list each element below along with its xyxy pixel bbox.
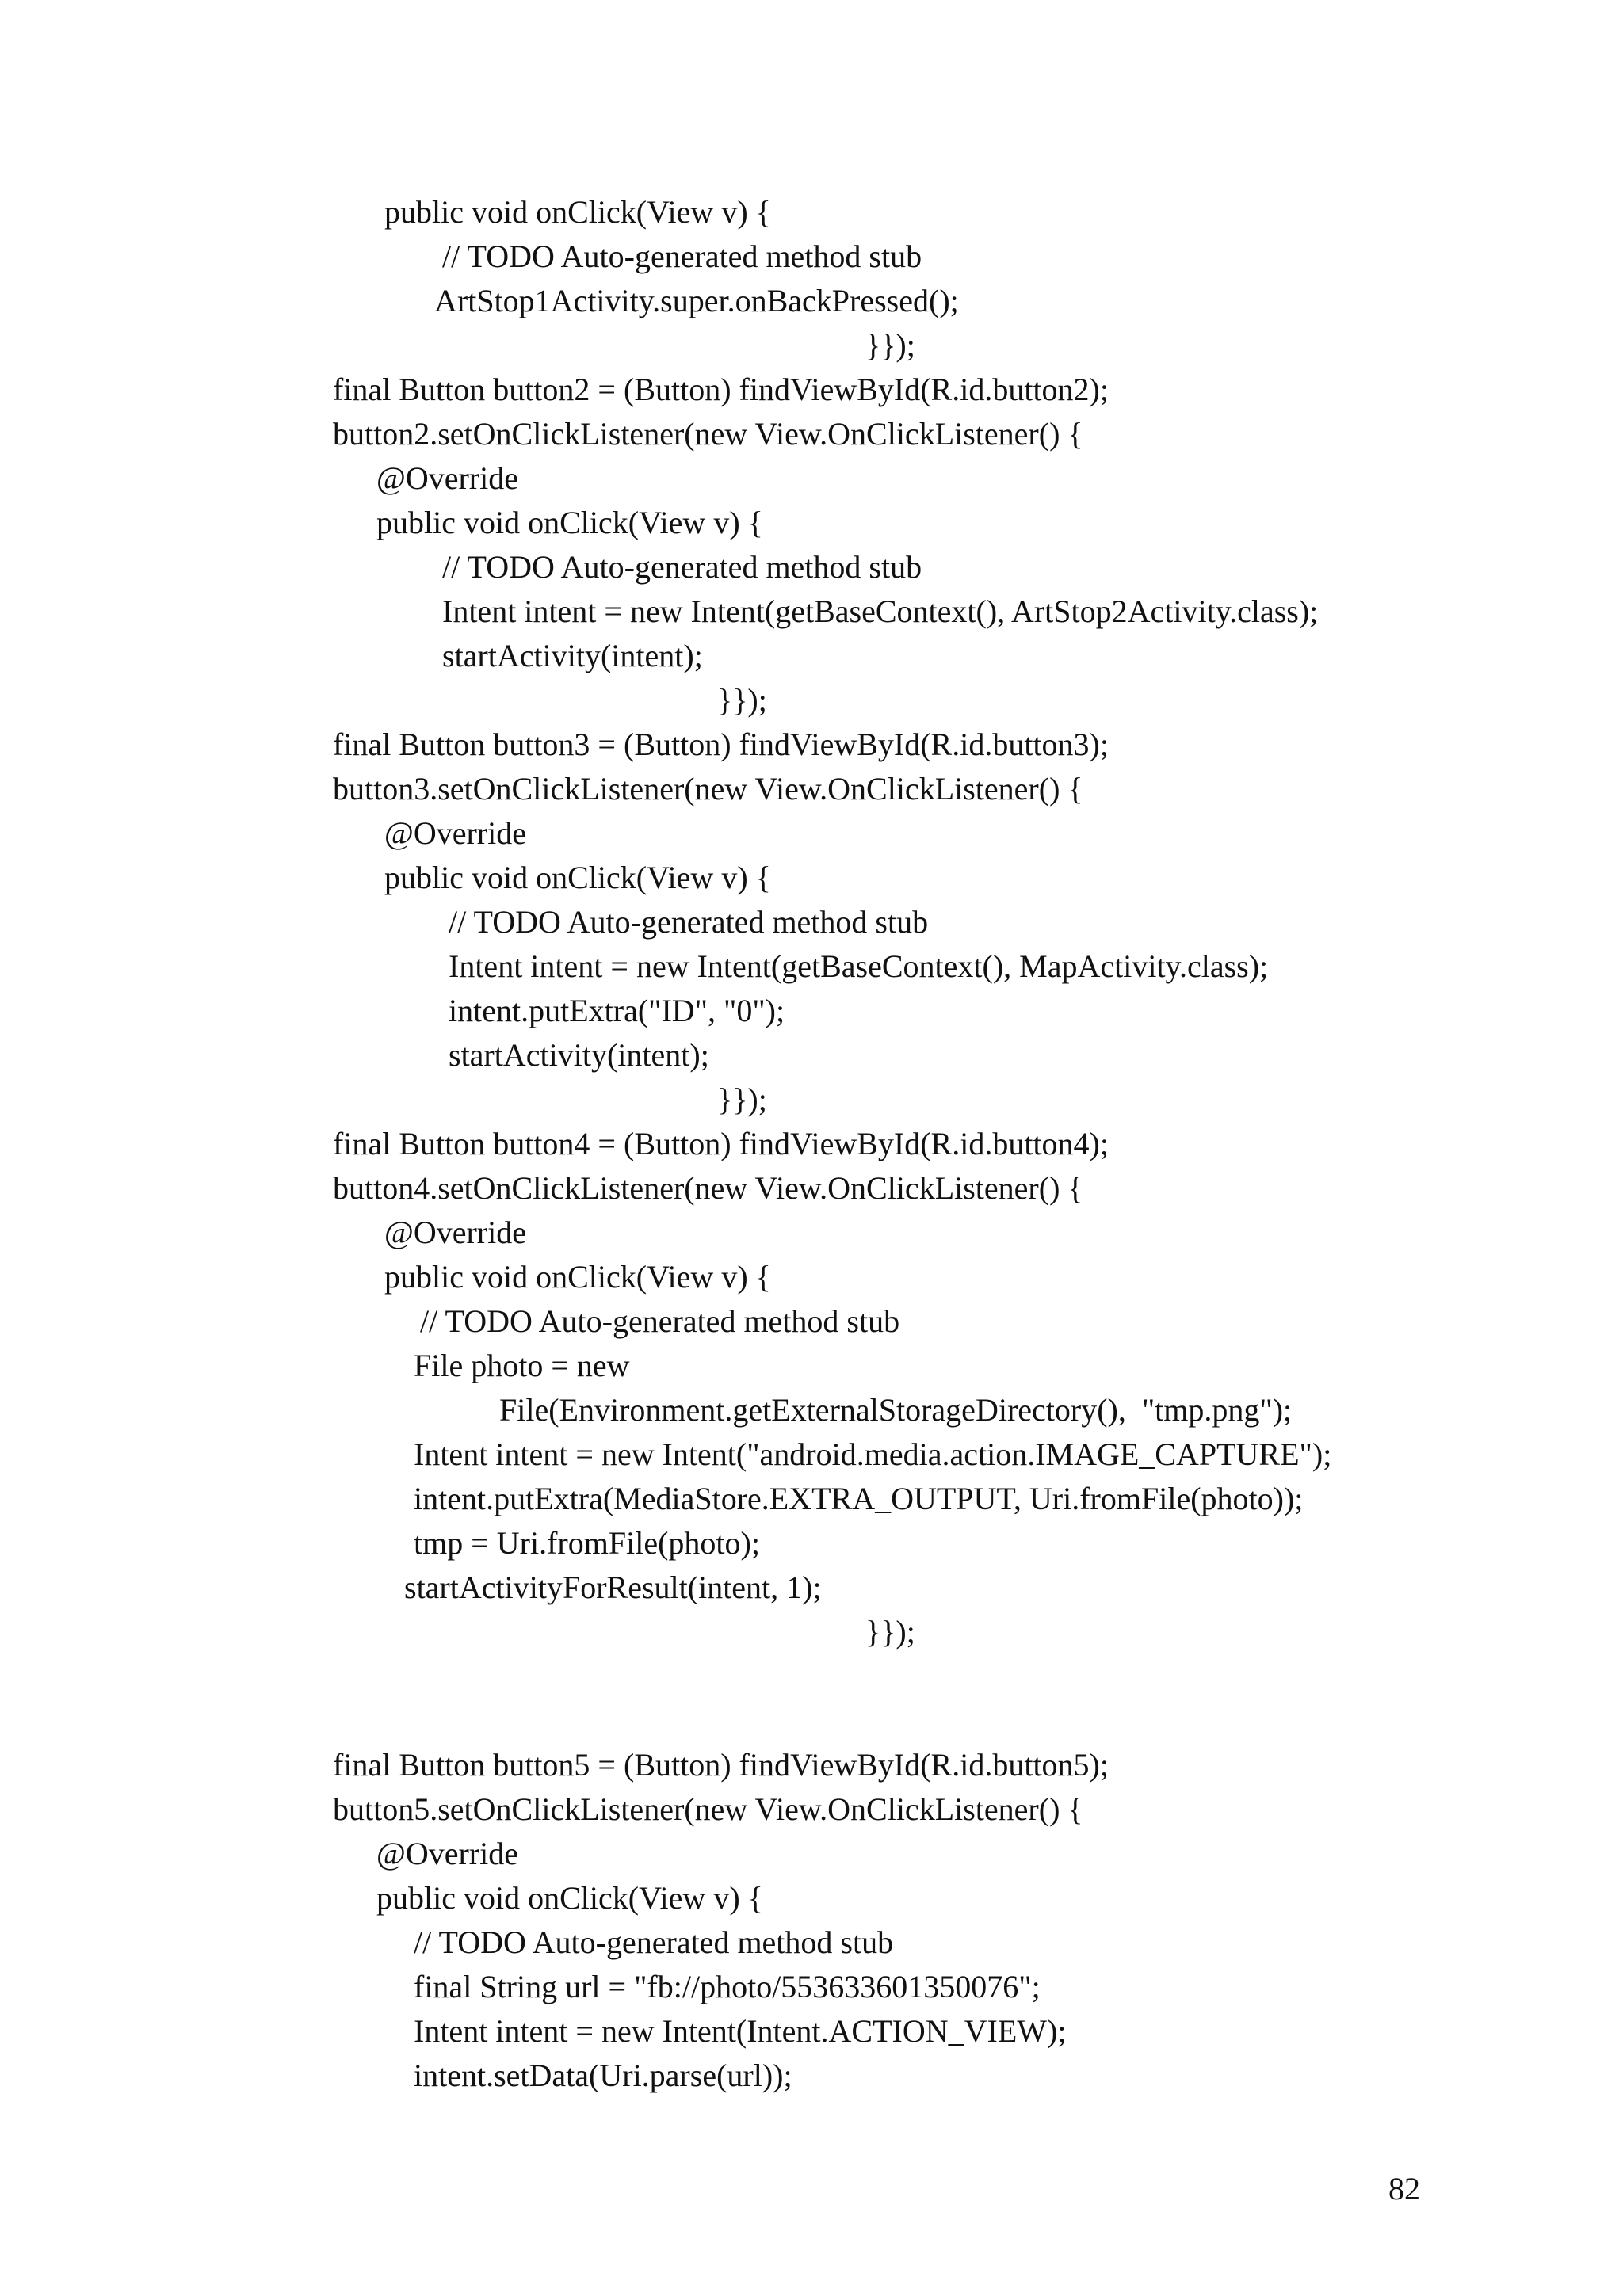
code-line: @Override [384, 815, 526, 851]
code-line: public void onClick(View v) { [376, 505, 763, 540]
code-line: startActivity(intent); [449, 1037, 709, 1073]
code-line: @Override [376, 460, 518, 496]
code-line: }}); [865, 1614, 915, 1650]
code-line: // TODO Auto-generated method stub [449, 904, 929, 940]
code-line: final Button button2 = (Button) findViewById(R.id.button2); [333, 372, 1109, 407]
code-line: // TODO Auto-generated method stub [442, 549, 922, 585]
code-line: button4.setOnClickListener(new View.OnClickListener() { [333, 1170, 1083, 1206]
code-line: }}); [865, 327, 915, 363]
code-line: ArtStop1Activity.super.onBackPressed(); [434, 283, 959, 318]
code-line: startActivity(intent); [442, 638, 703, 673]
code-line: public void onClick(View v) { [384, 194, 771, 230]
code-line: // TODO Auto-generated method stub [414, 1924, 894, 1960]
code-line: // TODO Auto-generated method stub [442, 238, 922, 274]
code-line: @Override [376, 1836, 518, 1871]
code-line: public void onClick(View v) { [384, 1259, 771, 1295]
code-line: public void onClick(View v) { [384, 860, 771, 895]
code-line: Intent intent = new Intent(Intent.ACTION_VIEW); [414, 2013, 1067, 2049]
code-line: File photo = new [414, 1348, 630, 1383]
code-line: final String url = "fb://photo/553633601350076"; [414, 1969, 1041, 2004]
code-line: Intent intent = new Intent(getBaseContext(), MapActivity.class); [449, 948, 1269, 984]
code-line: intent.putExtra("ID", "0"); [449, 993, 785, 1028]
code-line: button5.setOnClickListener(new View.OnClickListener() { [333, 1791, 1083, 1827]
code-line: button2.setOnClickListener(new View.OnClickListener() { [333, 416, 1083, 452]
code-line: public void onClick(View v) { [376, 1880, 763, 1916]
code-line: final Button button4 = (Button) findViewById(R.id.button4); [333, 1126, 1109, 1161]
code-line: // TODO Auto-generated method stub [420, 1303, 900, 1339]
code-line: Intent intent = new Intent("android.media.action.IMAGE_CAPTURE"); [414, 1436, 1332, 1472]
code-line: Intent intent = new Intent(getBaseContext(), ArtStop2Activity.class); [442, 593, 1319, 629]
code-line: tmp = Uri.fromFile(photo); [414, 1525, 760, 1561]
code-line: final Button button3 = (Button) findViewById(R.id.button3); [333, 727, 1109, 762]
code-line: File(Environment.getExternalStorageDirectory(), "tmp.png"); [499, 1392, 1293, 1428]
code-line: intent.setData(Uri.parse(url)); [414, 2058, 792, 2093]
code-line: button3.setOnClickListener(new View.OnClickListener() { [333, 771, 1083, 807]
page-number: 82 [1388, 2171, 1420, 2206]
code-line: intent.putExtra(MediaStore.EXTRA_OUTPUT, Uri.fromFile(photo)); [414, 1481, 1304, 1516]
code-line: }}); [717, 682, 767, 718]
code-line: final Button button5 = (Button) findViewById(R.id.button5); [333, 1747, 1109, 1783]
code-line: @Override [384, 1215, 526, 1250]
code-line: }}); [717, 1081, 767, 1117]
code-line: startActivityForResult(intent, 1); [404, 1569, 822, 1605]
